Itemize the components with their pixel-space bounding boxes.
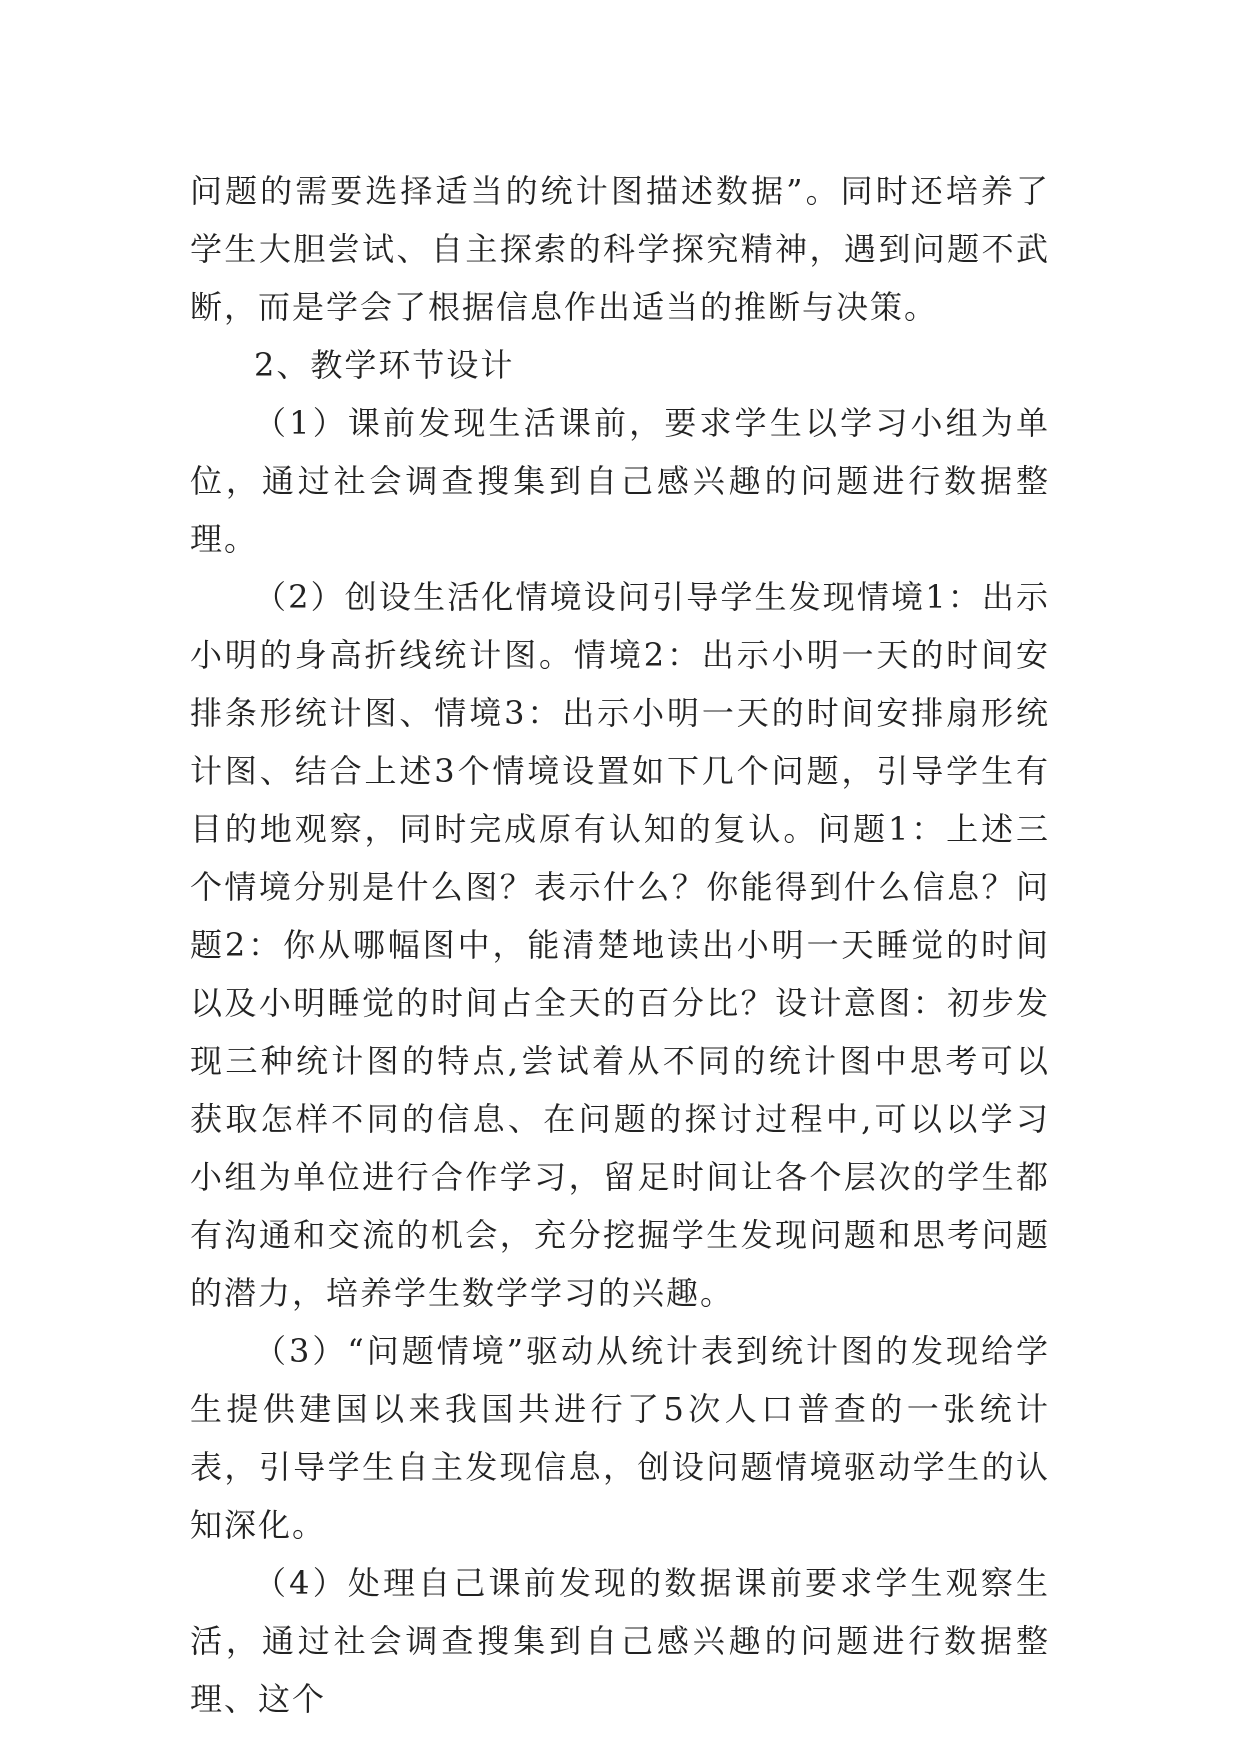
paragraph-step-1: （1）课前发现生活课前，要求学生以学习小组为单位，通过社会调查搜集到自己感兴趣的问题进行数据整理。 xyxy=(190,404,1050,558)
paragraph-continuation: 问题的需要选择适当的统计图描述数据”。同时还培养了学生大胆尝试、自主探索的科学探究精神，遇到问题不武断，而是学会了根据信息作出适当的推断与决策。 xyxy=(190,172,1050,326)
paragraph-step-2: （2）创设生活化情境设问引导学生发现情境1：出示小明的身高折线统计图。情境2：出示小明一天的时间安排条形统计图、情境3：出示小明一天的时间安排扇形统计图、结合上述3个情境设置如下几个问题，引导学生有目的地观察，同时完成原有认知的复认。问题1：上述三个情境分别是什么图？表示什么？你能得到什么信息？问题2：你从哪幅图中，能清楚地读出小明一天睡觉的时间以及小明睡觉的时间占全天的百分比？设计意图：初步发现三种统计图的特点,尝试着从不同的统计图中思考可以获取怎样不同的信息、在问题的探讨过程中,可以以学习小组为单位进行合作学习，留足时间让各个层次的学生都有沟通和交流的机会，充分挖掘学生发现问题和思考问题的潜力，培养学生数学学习的兴趣。 xyxy=(190,578,1050,1312)
paragraph-step-3: （3）“问题情境”驱动从统计表到统计图的发现给学生提供建国以来我国共进行了5次人口普查的一张统计表，引导学生自主发现信息，创设问题情境驱动学生的认知深化。 xyxy=(190,1332,1050,1544)
body-text xyxy=(190,162,1050,1728)
paragraph-step-4: （4）处理自己课前发现的数据课前要求学生观察生活，通过社会调查搜集到自己感兴趣的问题进行数据整理、这个 xyxy=(190,1564,1050,1718)
section-heading: 2、教学环节设计 xyxy=(254,346,515,384)
